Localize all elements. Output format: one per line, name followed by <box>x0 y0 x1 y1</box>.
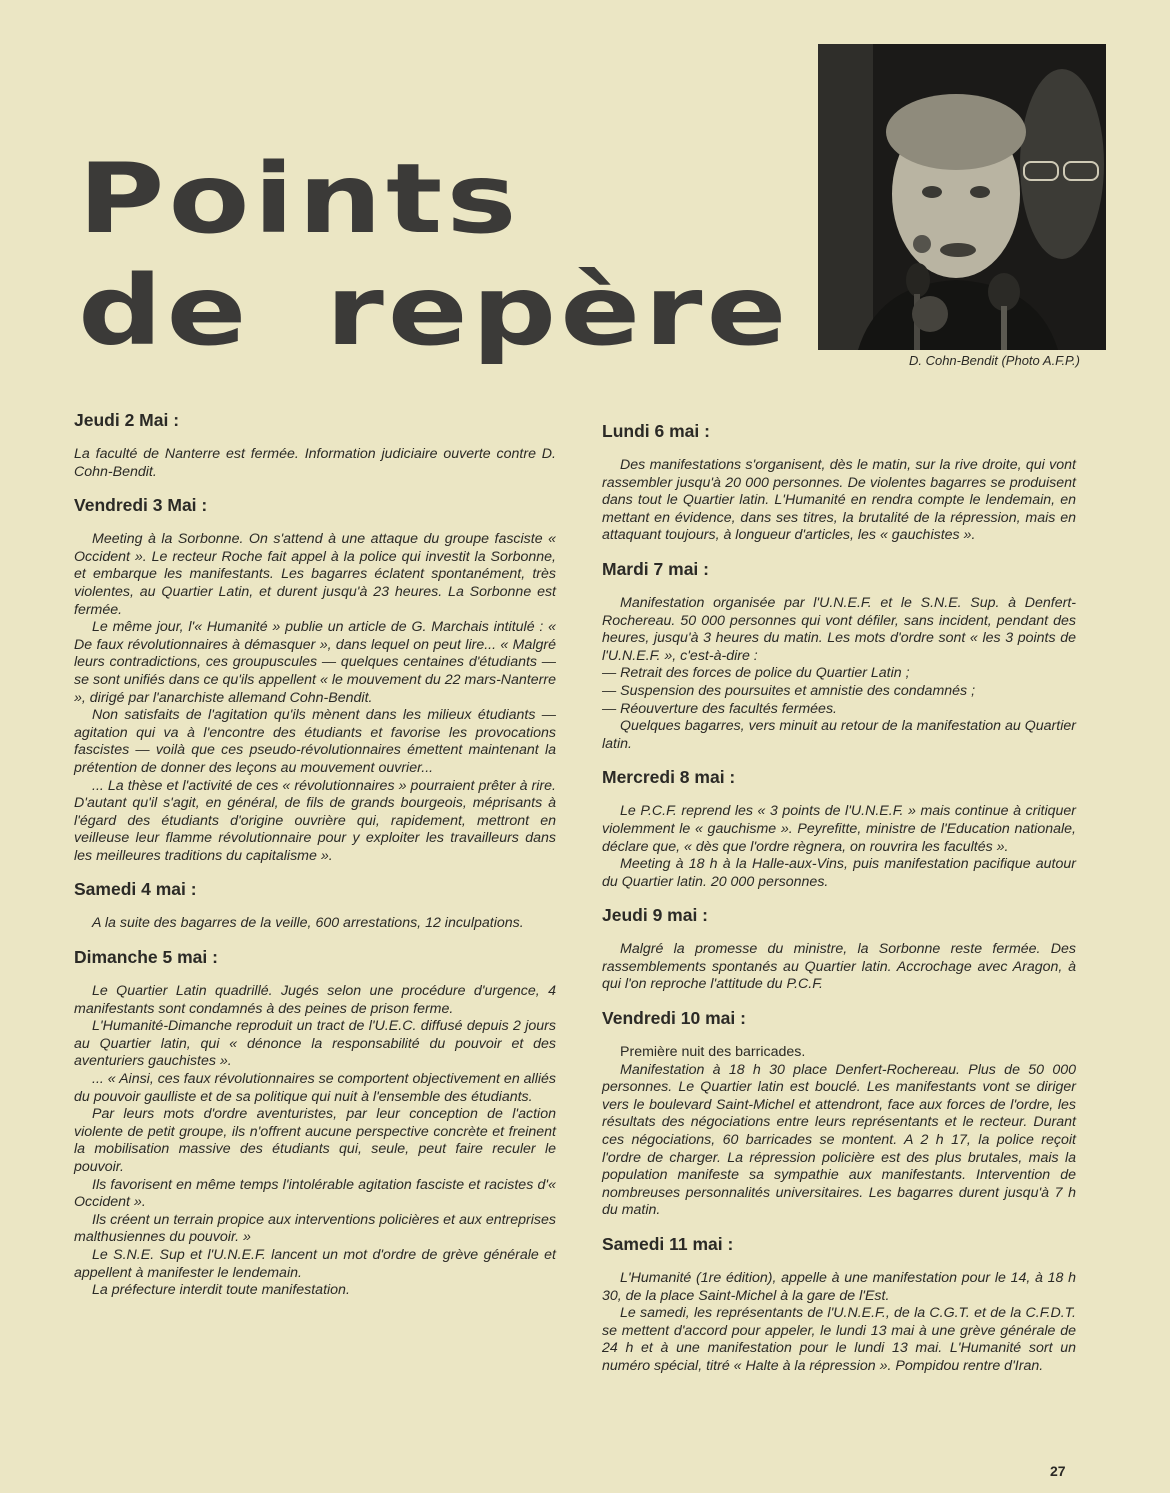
chronology-entry <box>602 905 1076 994</box>
title-line-1: Points <box>78 141 521 255</box>
portrait-image <box>818 44 1106 350</box>
entry-paragraph: Non satisfaits de l'agitation qu'ils mènent dans les milieux étudiants — agitation qui va à l'encontre des étudiants et favorise les provocations fascistes — voilà que ces pseudo-révolutionnaires émettent maintenant la prétention de donner des leçons au mouvement ouvrier... <box>74 707 556 776</box>
entry-paragraph: Malgré la promesse du ministre, la Sorbonne reste fermée. Des rassemblements spontanés au Quartier latin. Accrochage avec Aragon, à qui l'on reproche l'attitude du P.C.F. <box>602 941 1076 993</box>
entry-paragraph: Meeting à 18 h à la Halle-aux-Vins, puis manifestation pacifique autour du Quartier latin. 20 000 personnes. <box>602 856 1076 890</box>
entry-paragraph: La faculté de Nanterre est fermée. Information judiciaire ouverte contre D. Cohn-Bendit. <box>74 446 556 480</box>
entry-paragraph: L'Humanité-Dimanche reproduit un tract de l'U.E.C. diffusé depuis 2 jours au Quartier latin, qui « dénonce la responsabilité du pouvoir et des aventuriers gauchistes ». <box>74 1018 556 1070</box>
entry-paragraph: Par leurs mots d'ordre aventuristes, par leur conception de l'action violente de petit groupe, ils n'offrent aucune perspective concrète et freinent la mobilisation massive des étudiants qui, seule, peut faire reculer le pouvoir. <box>74 1106 556 1175</box>
chronology-entry <box>74 495 556 865</box>
entry-paragraph: — Retrait des forces de police du Quartier Latin ; <box>602 665 910 682</box>
entry-paragraph: Le samedi, les représentants de l'U.N.E.F., de la C.G.T. et de la C.F.D.T. se mettent d'accord pour appeler, le lundi 13 mai à une grève générale de 24 h et à une manifestation pour le lundi 13 mai. L'Humanité sort un numéro spécial, titré « Halte à la répression ». Pompidou rentre d'Iran. <box>602 1305 1076 1374</box>
chronology-entry <box>602 767 1076 891</box>
page-number: 27 <box>1050 1463 1066 1479</box>
entry-date-heading: Vendredi 10 mai : <box>602 1008 746 1029</box>
entry-paragraph: Des manifestations s'organisent, dès le matin, sur la rive droite, qui vont rassembler jusqu'à 20 000 personnes. De violentes bagarres se produisent dans tout le Quartier latin. L'Humanité en rendra compte le lendemain, en mettant en évidence, dans ses titres, la brutalité de la répression, mais en attaquant toujours, à longueur d'articles, les « gauchistes ». <box>602 457 1076 544</box>
entry-date-heading: Jeudi 9 mai : <box>602 905 709 926</box>
chronology-entry <box>602 1234 1076 1376</box>
photo-caption: D. Cohn-Bendit (Photo A.F.P.) <box>908 353 1080 368</box>
right-column <box>602 421 1076 1390</box>
entry-date-heading: Dimanche 5 mai : <box>74 947 218 968</box>
entry-paragraph: Première nuit des barricades. <box>620 1044 806 1061</box>
entry-paragraph: Meeting à la Sorbonne. On s'attend à une attaque du groupe fasciste « Occident ». Le recteur Roche fait appel à la police qui investit la Sorbonne, et embarque les manifestants. Les bagarres éclatent spontanément, très violentes, au Quartier Latin, et durent jusqu'à 23 heures. La Sorbonne est fermée. <box>74 531 556 618</box>
entry-paragraph: Manifestation à 18 h 30 place Denfert-Rochereau. Plus de 50 000 personnes. Le Quartier latin est bouclé. Les manifestants vont se diriger vers le boulevard Saint-Michel et attendront, face aux forces de l'ordre, les résultats des négociations entre leurs représentants et le recteur. Durant ces négociations, 60 barricades se montent. A 2 h 17, la police reçoit l'ordre de charger. La répression policière est des plus brutales, mais la population manifeste sa sympathie aux manifestants. Intervention de nombreuses personnalités universitaires. Les bagarres durent jusqu'à 7 h du matin. <box>602 1061 1076 1219</box>
entry-paragraph: — Réouverture des facultés fermées. <box>602 700 837 717</box>
entry-paragraph: — Suspension des poursuites et amnistie des condamnés ; <box>602 682 976 699</box>
entry-paragraph: Ils favorisent en même temps l'intolérable agitation fasciste et racistes d'« Occident ». <box>74 1176 556 1211</box>
entry-date-heading: Vendredi 3 Mai : <box>74 495 208 516</box>
entry-paragraph: La préfecture interdit toute manifestation. <box>92 1282 350 1299</box>
entry-paragraph: Le P.C.F. reprend les « 3 points de l'U.N.E.F. » mais continue à critiquer violemment le « gauchisme ». Peyrefitte, ministre de l'Education nationale, déclare que, « dès que l'ordre règnera, on rouvrira les facultés ». <box>602 803 1076 855</box>
left-column <box>74 410 556 1314</box>
entry-paragraph: A la suite des bagarres de la veille, 600 arrestations, 12 inculpations. <box>92 915 524 932</box>
entry-paragraph: Ils créent un terrain propice aux interventions policières et aux entreprises malthusiennes du pouvoir. » <box>74 1211 556 1246</box>
entry-date-heading: Mercredi 8 mai : <box>602 767 736 788</box>
chronology-entry <box>74 410 556 481</box>
entry-date-heading: Mardi 7 mai : <box>602 558 709 579</box>
title-line-2: de repère <box>78 253 791 367</box>
entry-paragraph: Quelques bagarres, vers minuit au retour de la manifestation au Quartier latin. <box>602 718 1076 752</box>
entry-paragraph: Le Quartier Latin quadrillé. Jugés selon une procédure d'urgence, 4 manifestants sont condamnés à des peines de prison ferme. <box>74 983 556 1017</box>
entry-date-heading: Samedi 11 mai : <box>602 1234 734 1254</box>
entry-paragraph: ... La thèse et l'activité de ces « révolutionnaires » pourraient prêter à rire. D'autant qu'il s'agit, en général, de fils de grands bourgeois, méprisants à l'égard des étudiants d'origine ouvrière qui, rapidement, mettront en veilleuse leur flamme révolutionnaire pour y exploiter les travailleurs dans les meilleures traditions du capitalisme ». <box>74 777 556 864</box>
entry-paragraph: ... « Ainsi, ces faux révolutionnaires se comportent objectivement en alliés du pouvoir gaulliste et de sa politique qui nuit à l'ensemble des étudiants. <box>74 1071 556 1105</box>
entry-paragraph: L'Humanité (1re édition), appelle à une manifestation pour le 14, à 18 h 30, de la place Saint-Michel à la gare de l'Est. <box>602 1270 1076 1304</box>
portrait-photo <box>818 44 1106 350</box>
entry-date-heading: Lundi 6 mai : <box>602 421 710 441</box>
chronology-entry <box>74 947 556 1300</box>
chronology-entry <box>602 559 1076 753</box>
chronology-entry <box>602 1008 1076 1220</box>
entry-paragraph: Manifestation organisée par l'U.N.E.F. et le S.N.E. Sup. à Denfert-Rochereau. 50 000 personnes qui vont défiler, sans incident, pendant des heures, jusqu'à 3 heures du matin. Les mots d'ordre sont « les 3 points de l'U.N.E.F. », c'est-à-dire : <box>602 594 1076 664</box>
chronology-entry <box>74 879 556 933</box>
entry-paragraph: Le même jour, l'« Humanité » publie un article de G. Marchais intitulé : « De faux révolutionnaires à démasquer », dans lequel on peut lire... « Malgré leurs contradictions, ces groupuscules — quelques centaines d'étudiants — se sont unifiés dans ce qu'ils appellent « le mouvement du 22 mars-Nanterre », dirigé par l'anarchiste allemand Cohn-Bendit. <box>74 619 556 706</box>
entry-paragraph: Le S.N.E. Sup et l'U.N.E.F. lancent un mot d'ordre de grève générale et appellent à manifester le lendemain. <box>74 1246 556 1281</box>
entry-date-heading: Jeudi 2 Mai : <box>74 410 180 430</box>
chronology-entry <box>602 421 1076 545</box>
entry-date-heading: Samedi 4 mai : <box>74 879 197 900</box>
